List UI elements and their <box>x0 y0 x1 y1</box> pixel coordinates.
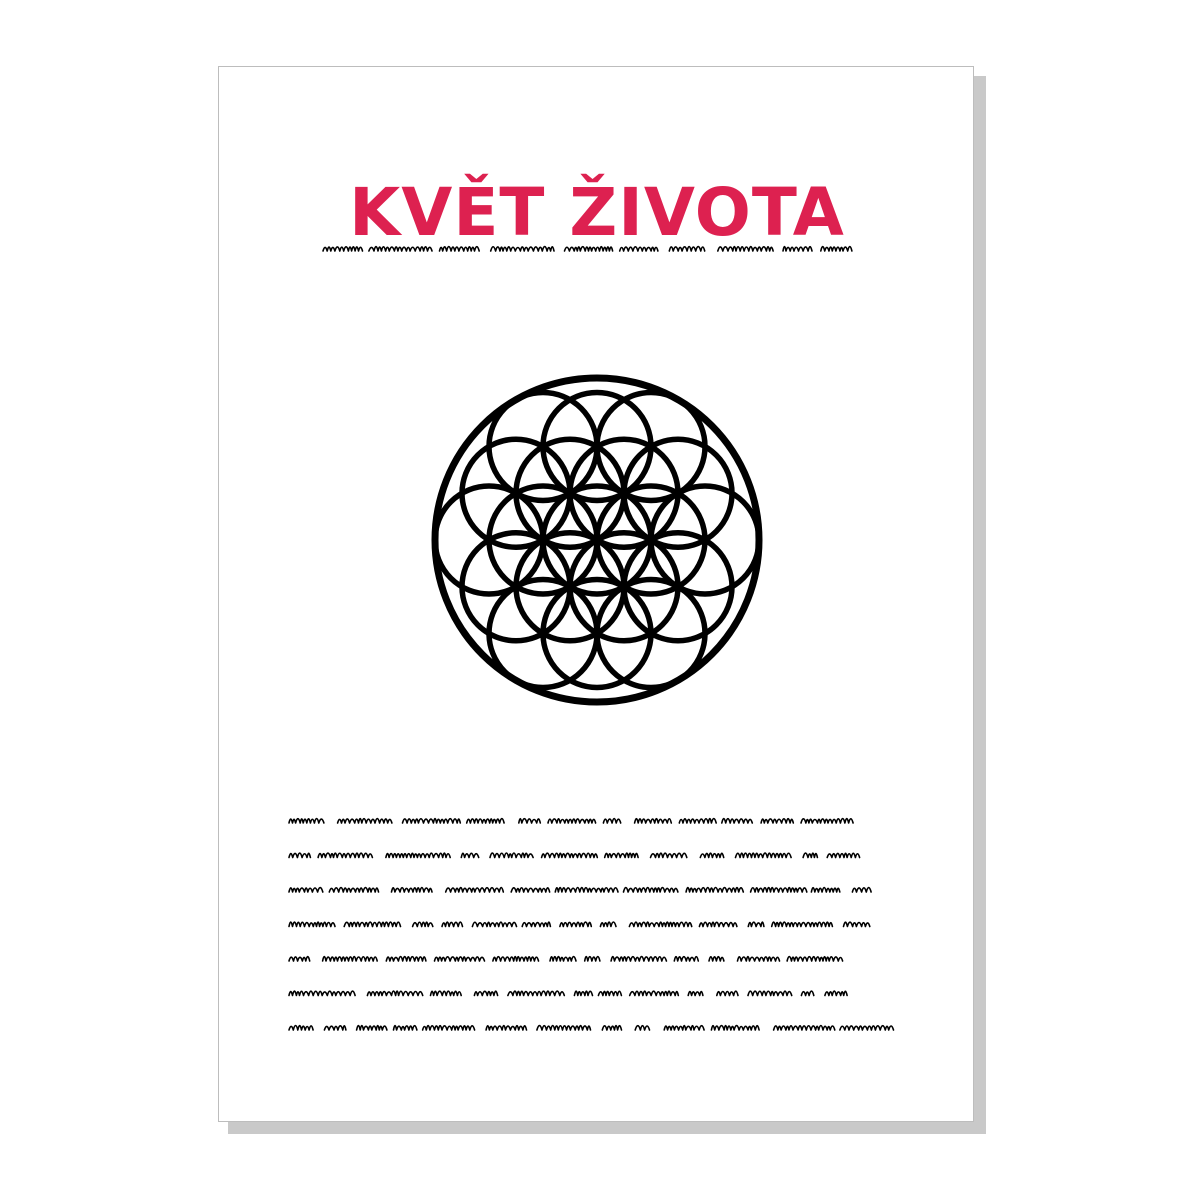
scribble-word <box>442 922 463 927</box>
scribble-word <box>751 888 807 892</box>
scribble-word <box>431 991 462 995</box>
scribble-word <box>629 922 691 926</box>
scribble-word <box>803 853 817 857</box>
scribble-word <box>801 991 813 995</box>
scribble-word <box>688 992 703 996</box>
scribble-word <box>585 957 600 961</box>
scribble-word <box>550 957 576 961</box>
scribble-word <box>718 247 773 251</box>
scribble-word <box>357 1026 387 1031</box>
scribble-word <box>852 888 871 892</box>
scribble-word <box>369 247 432 251</box>
scribble-word <box>472 922 516 926</box>
scribble-word <box>630 991 679 995</box>
scribble-word <box>537 1026 591 1030</box>
scribble-word <box>324 1026 346 1030</box>
scribble-word <box>736 853 792 857</box>
scribble-word <box>748 991 792 995</box>
scribble-word <box>519 819 541 823</box>
scribble-word <box>289 853 310 857</box>
scribble-word <box>783 247 812 251</box>
scribble-word <box>624 888 678 892</box>
scribble-word <box>289 922 335 927</box>
scribble-word <box>511 888 549 892</box>
scribble-word <box>386 957 426 962</box>
scribble-word <box>394 1026 417 1030</box>
scribble-word <box>474 991 497 995</box>
scribble-word <box>669 247 704 251</box>
scribble-word <box>774 1026 835 1031</box>
scribble-word <box>413 922 433 926</box>
scribble-word <box>491 247 554 251</box>
scribble-word <box>722 819 753 823</box>
scribble-word <box>329 888 378 892</box>
scribble-word <box>367 991 422 995</box>
scribble-word <box>289 1026 313 1031</box>
scribble-word <box>651 853 687 857</box>
scribble-word <box>508 991 564 995</box>
page-title: KVĚT ŽIVOTA <box>349 174 845 251</box>
scribble-word <box>825 991 847 995</box>
scribble-word <box>844 922 870 926</box>
scribble-word <box>700 853 723 857</box>
scribble-word <box>392 888 433 892</box>
subtitle-scribble <box>317 237 877 261</box>
scribble-word <box>338 819 392 823</box>
scribble-word <box>318 853 372 857</box>
scribble-word <box>598 991 621 995</box>
scribble-word <box>493 957 539 962</box>
flower-of-life-icon <box>426 369 768 711</box>
scribble-word <box>801 819 853 823</box>
scribble-word <box>772 922 833 926</box>
scribble-word <box>548 819 596 823</box>
scribble-word <box>611 957 666 961</box>
scribble-word <box>289 888 323 892</box>
scribble-word <box>664 1026 704 1030</box>
scribble-word <box>679 819 716 823</box>
scribble-word <box>467 819 504 823</box>
scribble-word <box>686 888 743 893</box>
scribble-word <box>699 922 737 926</box>
scribble-word <box>542 853 598 857</box>
scribble-word <box>289 957 310 961</box>
scribble-word <box>602 1026 621 1030</box>
scribble-word <box>574 991 592 995</box>
body-text-scribble <box>285 807 925 1047</box>
scribble-word <box>605 853 638 857</box>
scribble-word <box>323 247 363 251</box>
scribble-word <box>787 957 843 961</box>
scribble-word <box>289 991 355 995</box>
scribble-word <box>522 922 550 927</box>
scribble-word <box>827 853 859 857</box>
scribble-word <box>461 853 478 857</box>
scribble-word <box>560 922 591 926</box>
scribble-word <box>709 957 724 961</box>
scribble-word <box>717 991 738 995</box>
scribble-word <box>674 957 698 961</box>
scribble-word <box>635 819 672 823</box>
scribble-word <box>490 853 533 858</box>
scribble-word <box>403 819 461 823</box>
scribble-word <box>821 247 852 251</box>
scribble-word <box>711 1026 759 1030</box>
scribble-word <box>635 1026 649 1030</box>
scribble-word <box>565 247 613 251</box>
scribble-word <box>446 888 504 893</box>
scribble-word <box>600 922 616 927</box>
scribble-word <box>323 957 378 962</box>
scribble-word <box>748 922 764 927</box>
scribble-word <box>423 1026 475 1031</box>
scribble-word <box>435 957 485 961</box>
document-page <box>218 66 974 1122</box>
scribble-word <box>761 819 793 823</box>
scribble-word <box>386 853 450 857</box>
scribble-word <box>486 1026 526 1031</box>
scribble-word <box>555 888 618 893</box>
scribble-word <box>811 888 839 892</box>
scribble-word <box>440 247 480 251</box>
scribble-word <box>603 819 620 823</box>
scribble-word <box>620 247 658 251</box>
scribble-word <box>344 922 400 926</box>
scribble-word <box>738 957 780 961</box>
scribble-word <box>840 1026 894 1030</box>
scribble-word <box>289 819 324 823</box>
